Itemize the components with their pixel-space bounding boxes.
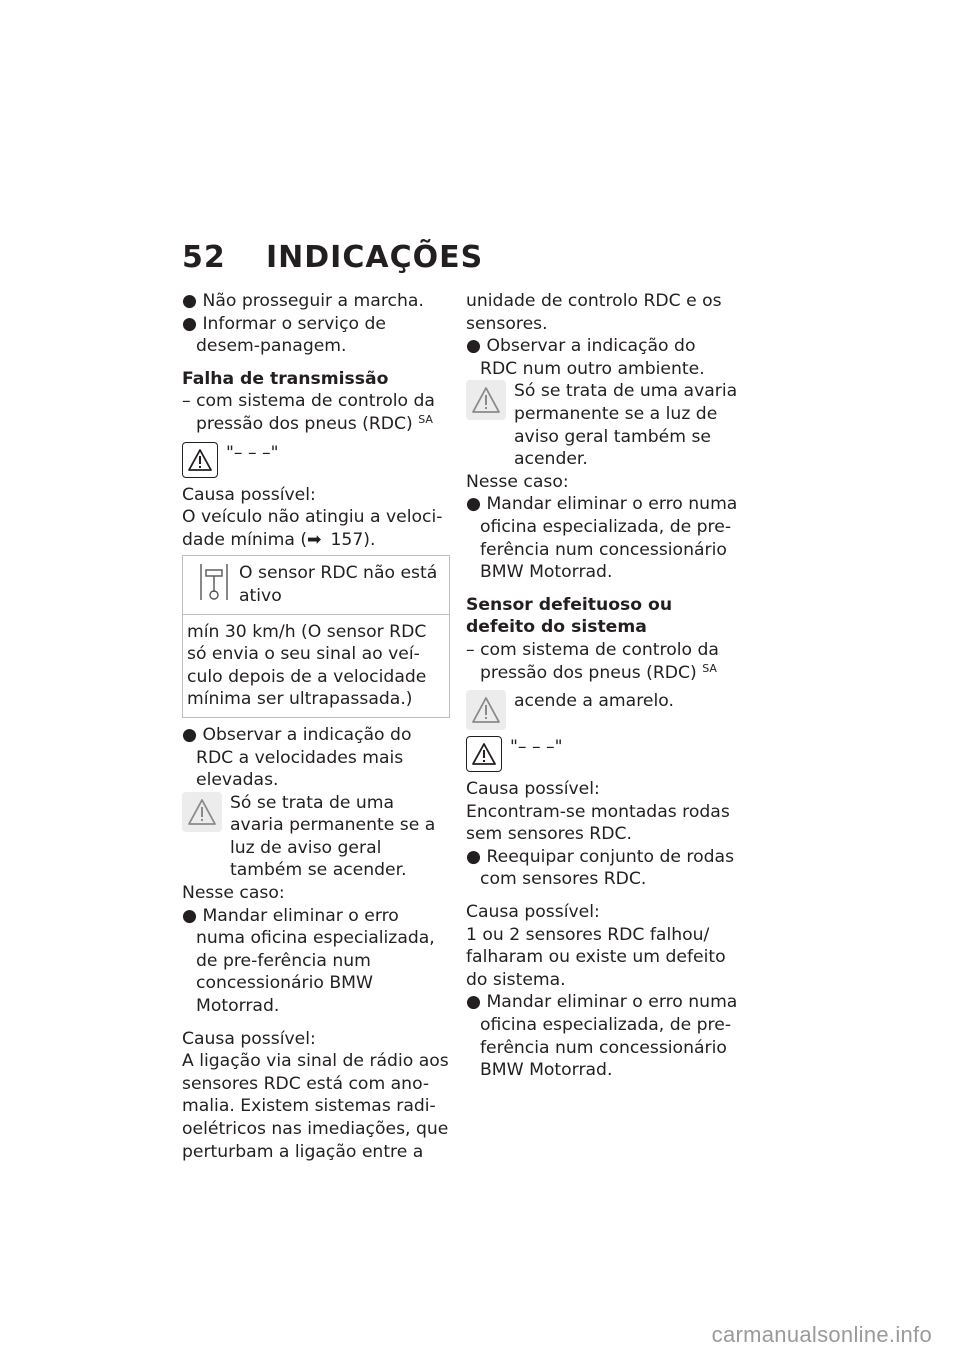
section-heading: Sensor defeituoso ou defeito do sistema	[466, 594, 673, 638]
case-label: Nesse caso:	[466, 471, 569, 492]
left-column	[182, 290, 450, 1163]
section-heading: Falha de transmissão	[182, 368, 389, 389]
display-row	[182, 442, 450, 478]
info-box	[182, 555, 450, 718]
list-item-text: Mandar eliminar o erro numa oficina especializada, de pre-ferência num concessionário BMW Motorrad.	[196, 905, 435, 1017]
warning-triangle-icon	[182, 442, 218, 478]
display-row	[466, 736, 738, 772]
display-text: "– – –"	[226, 442, 279, 463]
info-box-header	[183, 556, 449, 614]
chapter-title: INDICAÇÕES	[266, 240, 484, 275]
warning-triangle-icon	[466, 380, 506, 420]
list-item-text: Não prosseguir a marcha.	[202, 291, 424, 311]
arrow-right-icon: ➡	[307, 529, 322, 550]
page-reference-link[interactable]: 157).	[330, 529, 376, 550]
cause-label: Causa possível:	[466, 779, 600, 800]
sa-superscript: SA	[702, 661, 717, 675]
list-item-text: Mandar eliminar o erro numa oficina especializada, de pre-ferência num concessionário BMW Motorrad.	[480, 992, 738, 1081]
cause-text: Encontram-se montadas rodas sem sensores RDC.	[466, 801, 730, 845]
page-number: 52	[182, 240, 226, 275]
warning-note	[182, 792, 450, 882]
sa-superscript: SA	[418, 412, 433, 426]
condition-text: com sistema de controlo da pressão dos pneus (RDC)	[480, 639, 719, 683]
case-label: Nesse caso:	[182, 883, 285, 904]
list-item-text: Mandar eliminar o erro numa oficina especializada, de pre-ferência num concessionário BMW Motorrad.	[480, 494, 738, 583]
display-text: "– – –"	[510, 737, 563, 758]
cause-text: 1 ou 2 sensores RDC falhou/ falharam ou existe um defeito do sistema.	[466, 924, 726, 990]
right-column	[466, 290, 738, 1082]
cause-text: A ligação via sinal de rádio aos sensores RDC está com ano-malia. Existem sistemas radi-oelétricos nas imediações, que perturbam a ligação entre a	[182, 1051, 449, 1162]
cause-label: Causa possível:	[182, 1028, 316, 1049]
list-item: ● Mandar eliminar o erro numa oficina especializada, de pre-ferência num concessionário BMW Motorrad.	[466, 992, 738, 1081]
page-header	[182, 240, 782, 284]
warning-triangle-icon	[182, 792, 222, 832]
list-item: ● Não prosseguir a marcha.	[182, 291, 424, 311]
tire-sensor-icon	[197, 562, 231, 602]
cause-label: Causa possível:	[182, 484, 316, 505]
list-item-text: Reequipar conjunto de rodas com sensores RDC.	[480, 846, 735, 890]
warning-note-text: Só se trata de uma avaria permanente se a luz de aviso geral também se acender.	[230, 792, 436, 881]
list-item: ● Mandar eliminar o erro numa oficina especializada, de pre-ferência num concessionário BMW Motorrad.	[182, 905, 435, 1017]
list-item: ● Reequipar conjunto de rodas com sensores RDC.	[466, 846, 735, 890]
condition-text: com sistema de controlo da pressão dos pneus (RDC)	[196, 391, 435, 434]
lamp-row	[466, 690, 738, 730]
list-item-text: Informar o serviço de desem-panagem.	[196, 313, 387, 357]
cause-text: O veículo não atingiu a veloci-dade mínima (➡ 157).	[182, 507, 443, 550]
list-item: ● Observar a indicação do RDC num outro ambiente.	[466, 336, 705, 379]
warning-note-text: Só se trata de uma avaria permanente se a luz de aviso geral também se acender.	[514, 381, 738, 470]
info-box-title: O sensor RDC não está ativo	[239, 563, 438, 606]
info-box-body: mín 30 km/h (O sensor RDC só envia o seu sinal ao veí-culo depois de a velocidade mínima ser ultrapassada.)	[187, 621, 427, 710]
condition-item: – com sistema de controlo da pressão dos pneus (RDC) $^{SA}$	[182, 391, 435, 434]
list-item: ● Observar a indicação do RDC a velocidades mais elevadas.	[182, 724, 412, 791]
list-item-text: Observar a indicação do RDC num outro ambiente.	[480, 336, 705, 379]
watermark: carmanualsonline.info	[711, 1322, 932, 1347]
condition-item: – com sistema de controlo da pressão dos pneus (RDC) $^{SA}$	[466, 639, 719, 683]
list-item-text: Observar a indicação do RDC a velocidades mais elevadas.	[196, 724, 412, 791]
lamp-text: acende a amarelo.	[514, 691, 674, 712]
warning-note	[466, 380, 738, 470]
cause-text-main: O veículo não atingiu a veloci-dade mínima	[182, 507, 443, 550]
list-item: ● Mandar eliminar o erro numa oficina especializada, de pre-ferência num concessionário BMW Motorrad.	[466, 494, 738, 583]
warning-triangle-icon	[466, 736, 502, 772]
continuation-text: unidade de controlo RDC e os sensores.	[466, 291, 722, 334]
cause-label: Causa possível:	[466, 902, 600, 923]
list-item: ● Informar o serviço de desem-panagem.	[182, 313, 387, 357]
warning-triangle-icon	[466, 690, 506, 730]
